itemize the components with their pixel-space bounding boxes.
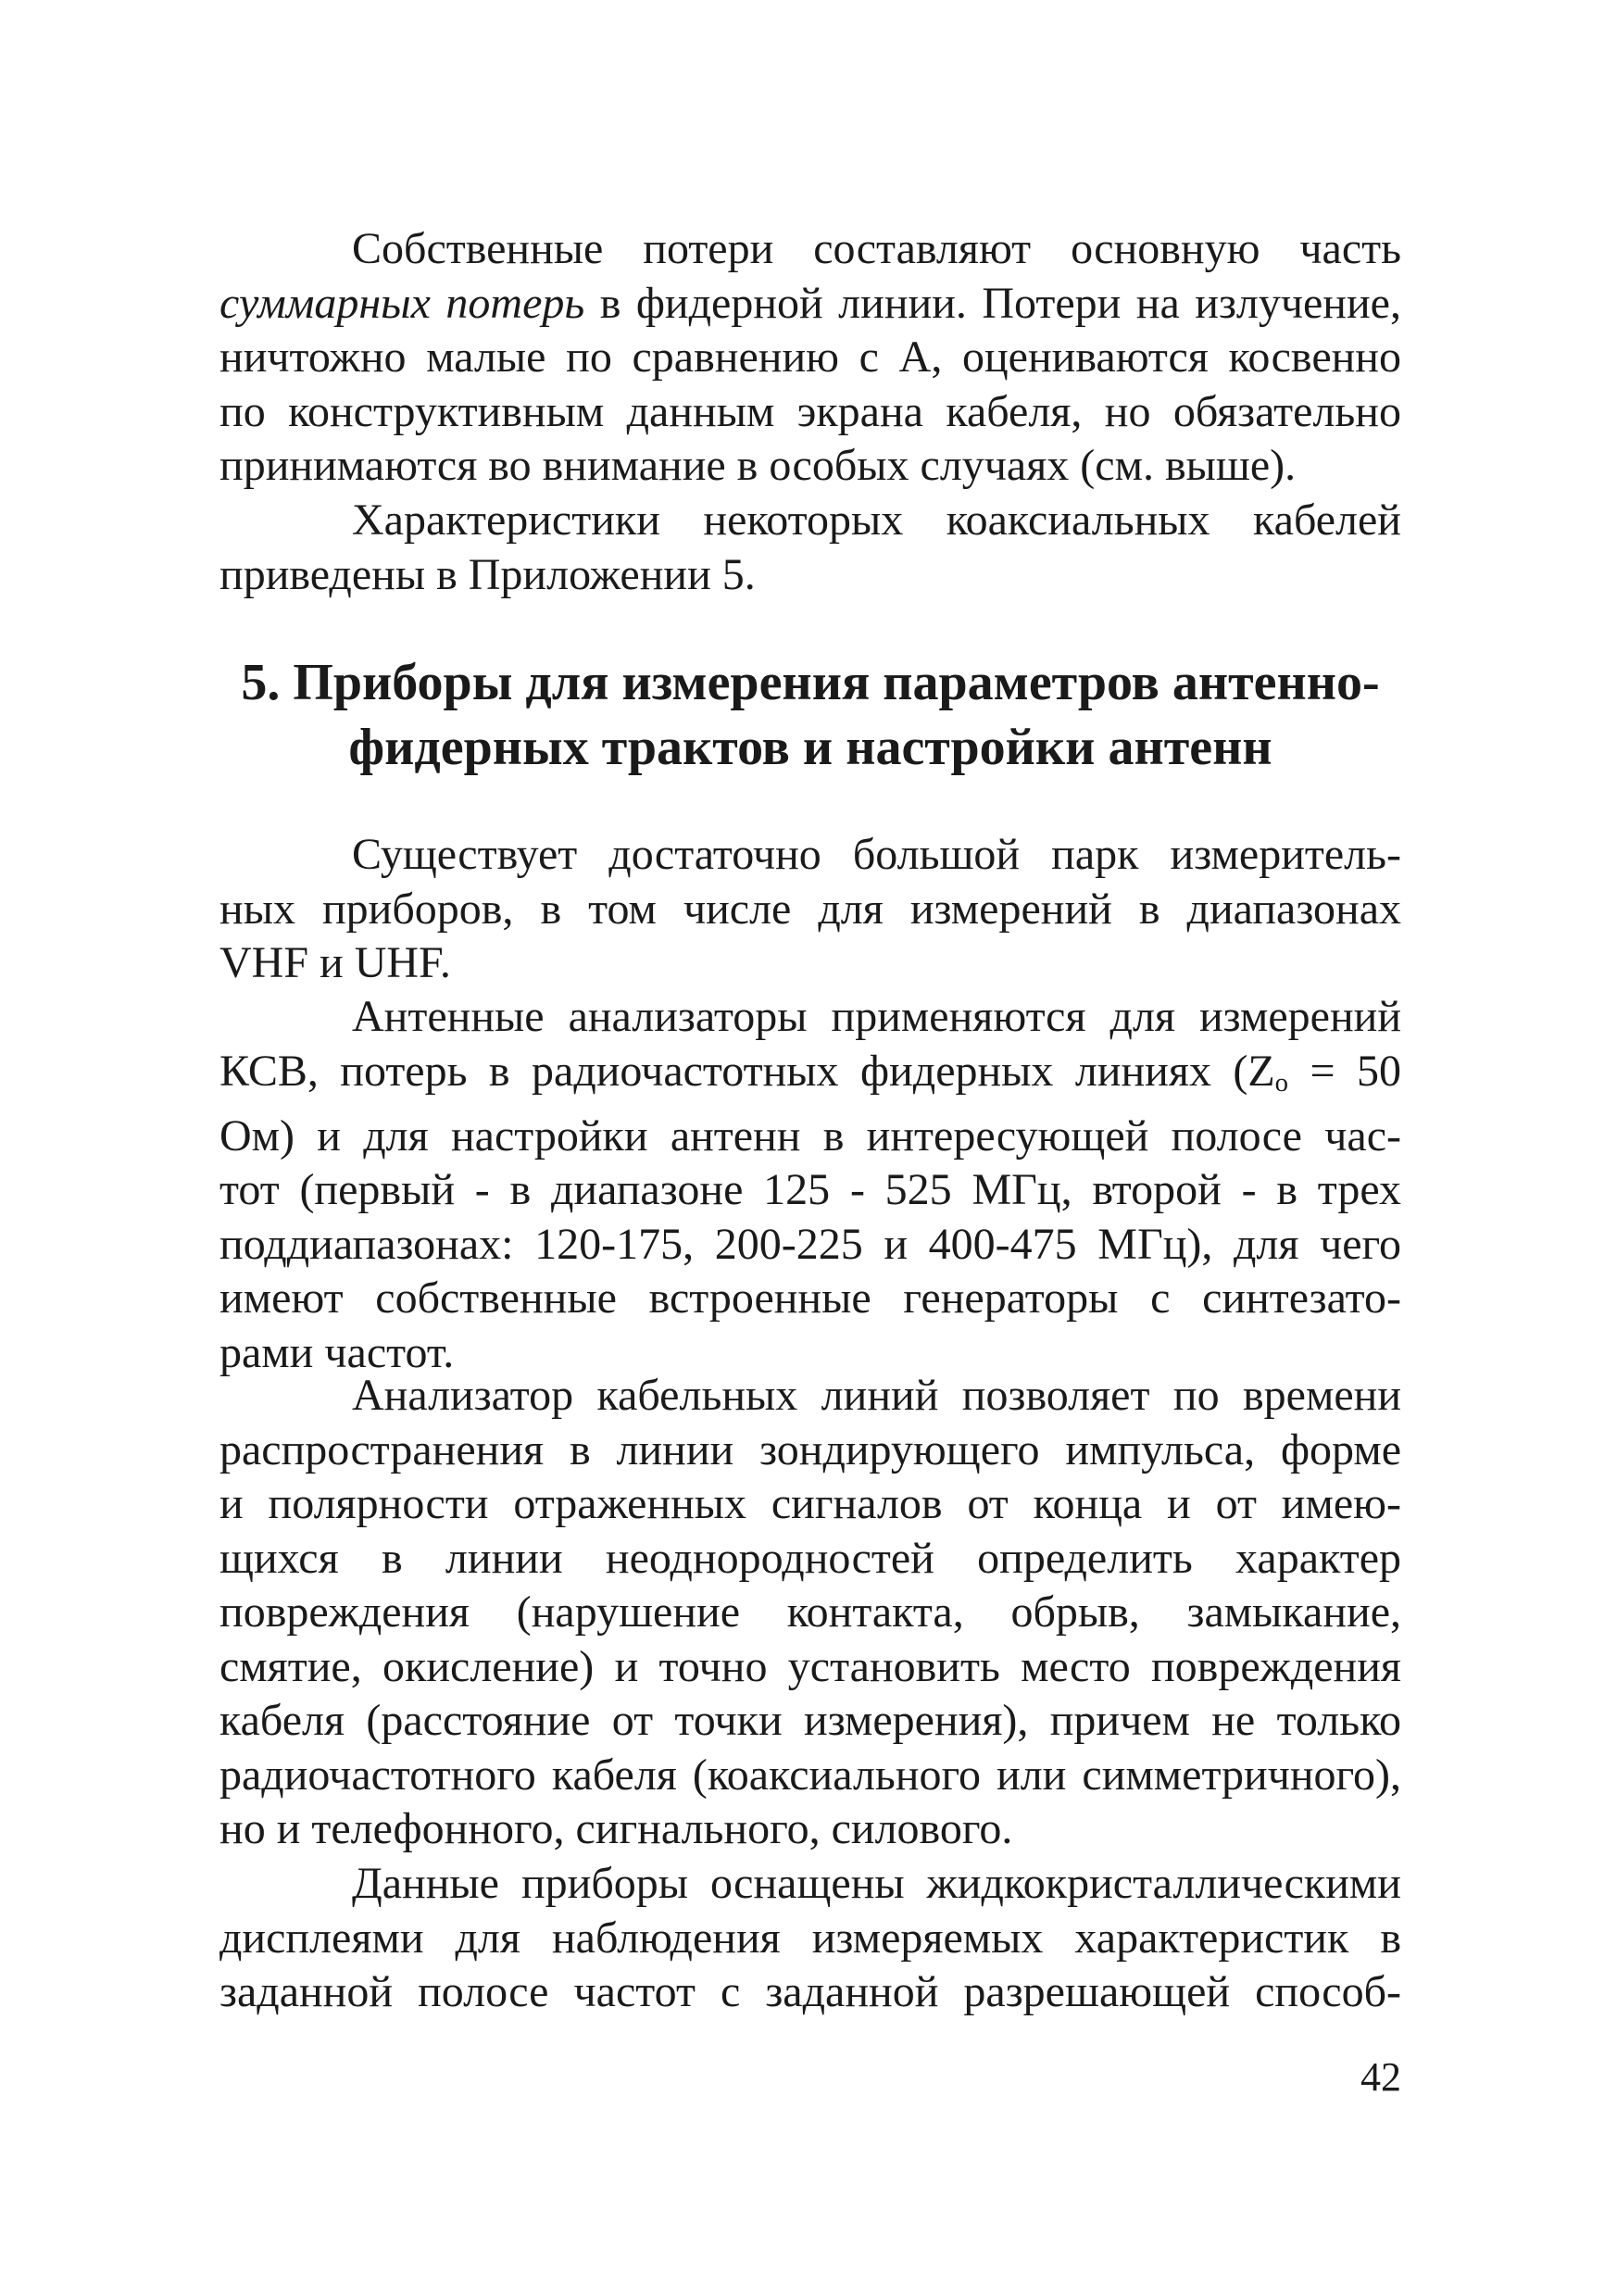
section-heading	[219, 650, 1401, 780]
text-fragment: = 50	[1288, 1046, 1401, 1096]
subscript: o	[1274, 1067, 1289, 1098]
text-line: повреждения (нарушение контакта, обрыв, замыкание,	[219, 1587, 1401, 1637]
paragraph-instruments	[219, 828, 1401, 991]
heading-line: фидерных трактов и настройки антенн	[348, 719, 1272, 776]
text-line: и полярности отраженных сигналов от конца и от имею-	[219, 1479, 1401, 1528]
text-line	[219, 1045, 1401, 1110]
text-line: щихся в линии неоднородностей определить характер	[219, 1533, 1401, 1583]
text-line: рами частот.	[219, 1327, 455, 1377]
text-line: заданной полосе частот с заданной разрешающей способ-	[219, 1967, 1401, 2016]
paragraph-own-losses	[219, 222, 1401, 494]
text-line: тот (первый - в диапазоне 125 - 525 МГц, второй - в трех	[219, 1165, 1401, 1215]
text-line: принимаются во внимание в особых случаях (см. выше).	[219, 441, 1297, 490]
text-fragment: КСВ, потерь в радиочастотных фидерных линиях (Z	[219, 1046, 1275, 1096]
heading-line: 5. Приборы для измерения параметров антенно-	[241, 654, 1380, 711]
text-line: кабеля (расстояние от точки измерения), причем не только	[219, 1696, 1401, 1745]
text-line: поддиапазонах: 120-175, 200-225 и 400-475 МГц), для чего	[219, 1219, 1401, 1269]
paragraph-displays	[219, 1857, 1401, 2020]
text-line: Ом) и для настройки антенн в интересующей полосе час-	[219, 1110, 1401, 1161]
text-line: дисплеями для наблюдения измеряемых характеристик в	[219, 1913, 1401, 1963]
text-line: ничтожно малые по сравнению с А, оцениваются косвенно	[219, 332, 1401, 382]
paragraph-cable-characteristics	[219, 494, 1401, 602]
paragraph-antenna-analyzers	[219, 990, 1401, 1380]
text-line: но и телефонного, сигнального, силового.	[219, 1804, 1013, 1853]
text-line: имеют собственные встроенные генераторы с синтезато-	[219, 1273, 1401, 1324]
text-line: по конструктивным данным экрана кабеля, но обязательно	[219, 386, 1401, 436]
text-line: Существует достаточно большой парк измеритель-	[352, 830, 1401, 879]
italic-term: суммарных потерь	[219, 278, 585, 328]
text-line: приведены в Приложении 5.	[219, 549, 756, 599]
text-line: Анализатор кабельных линий позволяет по времени	[352, 1371, 1401, 1420]
paragraph-cable-analyzer	[219, 1369, 1401, 1857]
text-line: Собственные потери составляют основную часть	[352, 224, 1401, 273]
text-line: Характеристики некоторых коаксиальных кабелей	[352, 496, 1401, 545]
text-line	[219, 277, 1401, 332]
text-line: ных приборов, в том числе для измерений в диапазонах	[219, 884, 1401, 934]
page-number: 42	[1360, 2054, 1401, 2100]
text-line: VHF и UHF.	[219, 938, 451, 987]
text-fragment: в фидерной линии. Потери на излучение,	[584, 278, 1401, 328]
text-line: смятие, окисление) и точно установить место повреждения	[219, 1641, 1401, 1691]
text-line: распространения в линии зондирующего импульса, форме	[219, 1424, 1401, 1474]
text-line: радиочастотного кабеля (коаксиального или симметричного),	[219, 1750, 1401, 1800]
text-line: Данные приборы оснащены жидкокристаллическими	[352, 1859, 1401, 1908]
text-line: Антенные анализаторы применяются для измерений	[352, 992, 1401, 1041]
